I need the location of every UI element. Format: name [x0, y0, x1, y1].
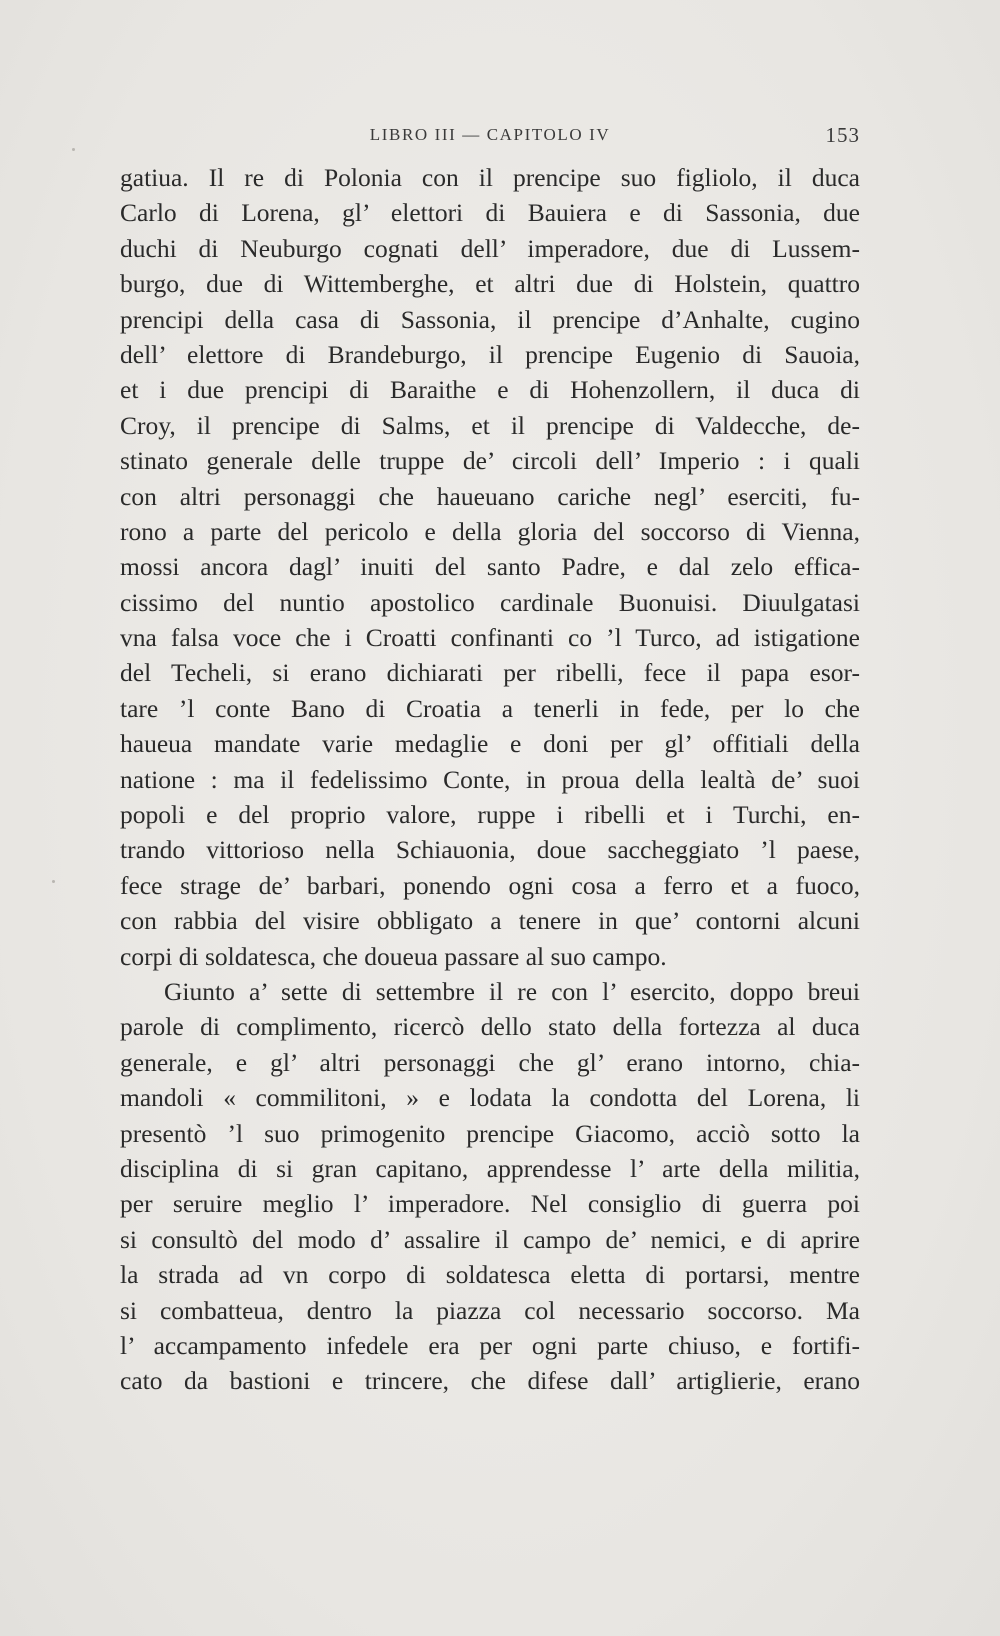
text-line: tare ’l conte Bano di Croatia a tenerli in fede, per lo che: [120, 693, 860, 723]
text-line: gatiua. Il re di Polonia con il prencipe suo figliolo, il duca: [120, 163, 860, 192]
text-line: stinato generale delle truppe de’ circoli dell’ Imperio : i quali: [120, 446, 860, 476]
paper-speck: [72, 148, 75, 151]
text-line: generale, e gl’ altri personaggi che gl’ erano intorno, chia-: [120, 1047, 860, 1077]
text-line: Giunto a’ sette di settembre il re con l’ esercito, doppo breui: [164, 976, 860, 1006]
text-line: corpi di soldatesca, che doueua passare al suo campo.: [120, 941, 667, 971]
text-line: popoli e del proprio valore, ruppe i ribelli et i Turchi, en-: [120, 800, 860, 830]
running-head: [120, 125, 860, 155]
paragraph: [120, 160, 860, 974]
text-line: mossi ancora dagl’ inuiti del santo Padre, e dal zelo effica-: [120, 552, 860, 582]
text-line: dell’ elettore di Brandeburgo, il prencipe Eugenio di Sauoia,: [120, 339, 860, 369]
text-line: duchi di Neuburgo cognati dell’ imperadore, due di Lussem-: [120, 233, 860, 263]
text-line: presentò ’l suo primogenito prencipe Giacomo, acciò sotto la: [120, 1118, 860, 1148]
text-line: burgo, due di Wittemberghe, et altri due di Holstein, quattro: [120, 269, 860, 299]
running-head-title: LIBRO III — CAPITOLO IV: [369, 125, 611, 144]
text-line: cissimo del nuntio apostolico cardinale Buonuisi. Diuulgatasi: [120, 587, 860, 617]
text-line: si consultò del modo d’ assalire il campo de’ nemici, e di aprire: [120, 1224, 860, 1254]
text-line: la strada ad vn corpo di soldatesca eletta di portarsi, mentre: [120, 1260, 860, 1290]
text-line: mandoli « commilitoni, » e lodata la condotta del Lorena, li: [120, 1083, 860, 1113]
text-line: con altri personaggi che haueuano cariche negl’ eserciti, fu-: [120, 481, 860, 511]
text-line: fece strage de’ barbari, ponendo ogni cosa a ferro et a fuoco,: [120, 870, 860, 900]
body-text: [120, 160, 860, 1399]
text-line: con rabbia del visire obbligato a tenere in que’ contorni alcuni: [120, 906, 860, 936]
text-line: haueua mandate varie medaglie e doni per gl’ offitiali della: [120, 729, 860, 759]
paragraph: [120, 974, 860, 1399]
text-line: per seruire meglio l’ imperadore. Nel consiglio di guerra poi: [120, 1189, 860, 1219]
text-line: del Techeli, si erano dichiarati per ribelli, fece il papa esor-: [120, 658, 860, 688]
paper-speck: [52, 880, 55, 883]
text-line: trando vittorioso nella Schiauonia, doue saccheggiato ’l paese,: [120, 835, 860, 865]
text-line: Carlo di Lorena, gl’ elettori di Bauiera e di Sassonia, due: [120, 198, 860, 228]
text-line: cato da bastioni e trincere, che difese dall’ artiglierie, erano: [120, 1366, 860, 1396]
text-line: et i due prencipi di Baraithe e di Hohenzollern, il duca di: [120, 375, 860, 405]
text-line: rono a parte del pericolo e della gloria del soccorso di Vienna,: [120, 516, 860, 546]
text-line: parole di complimento, ricercò dello stato della fortezza al duca: [120, 1012, 860, 1042]
text-line: l’ accampamento infedele era per ogni parte chiuso, e fortifi-: [120, 1330, 860, 1360]
text-line: vna falsa voce che i Croatti confinanti co ’l Turco, ad istigatione: [120, 623, 860, 653]
text-line: natione : ma il fedelissimo Conte, in proua della lealtà de’ suoi: [120, 764, 860, 794]
text-line: prencipi della casa di Sassonia, il prencipe d’Anhalte, cugino: [120, 304, 860, 334]
text-line: disciplina di si gran capitano, apprendesse l’ arte della militia,: [120, 1153, 860, 1183]
text-line: Croy, il prencipe di Salms, et il prencipe di Valdecche, de-: [120, 410, 860, 440]
text-line: si combatteua, dentro la piazza col necessario soccorso. Ma: [120, 1295, 860, 1325]
page-number: 153: [825, 123, 860, 147]
